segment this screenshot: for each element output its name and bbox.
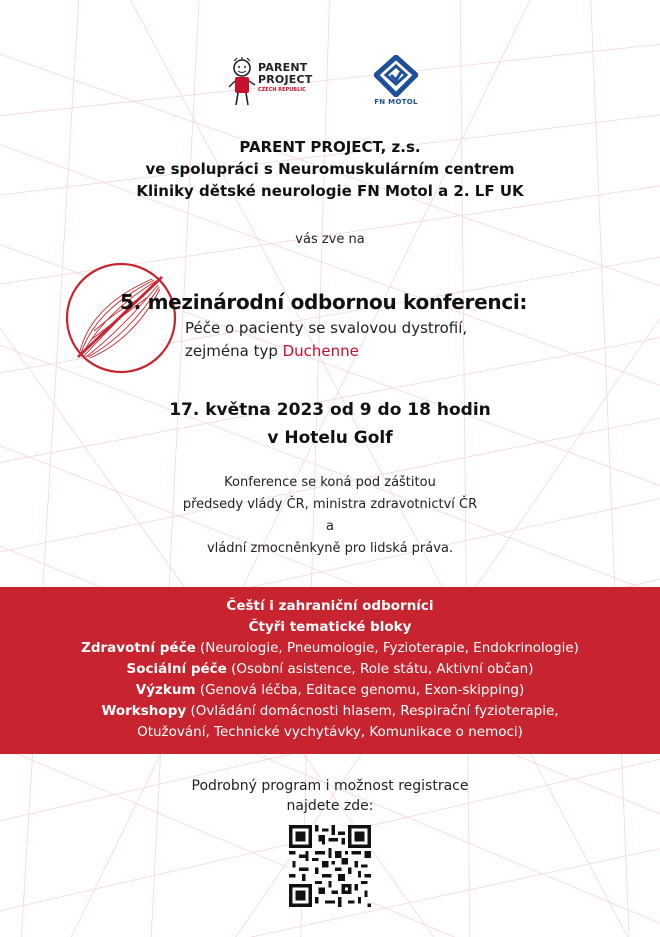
block-name: Sociální péče [126, 661, 227, 677]
organizer-line-3: Kliniky dětské neurologie FN Motol a 2. LF UK [136, 182, 524, 200]
parent-project-wordmark [258, 62, 312, 94]
block-name: Workshopy [101, 703, 187, 719]
program-block-workshops [0, 701, 660, 722]
registration-qr-code[interactable] [289, 825, 371, 907]
block-detail: (Genová léčba, Editace genomu, Exon-skipping) [195, 682, 525, 698]
parent-project-line2: PROJECT [258, 73, 313, 86]
conference-subtitle-line-2 [185, 340, 467, 363]
patronage-block [0, 472, 660, 560]
subtitle-prefix: zejména typ [185, 342, 283, 360]
fn-motol-wordmark: FN MOTOL [374, 98, 418, 106]
conference-subtitle-line-1: Péče o pacienty se svalovou dystrofií, [185, 319, 468, 337]
subtitle-highlight-duchenne: Duchenne [282, 342, 359, 360]
program-block-research [0, 680, 660, 701]
block-detail: (Neurologie, Pneumologie, Fyzioterapie, Endokrinologie) [195, 640, 579, 656]
conference-title: 5. mezinárodní odbornou konferenci: [120, 290, 528, 314]
fn-motol-emblem-icon [374, 55, 418, 97]
registration-text [0, 776, 660, 816]
conference-subtitle [185, 317, 467, 363]
organizer-line-1: PARENT PROJECT, z.s. [239, 138, 421, 156]
patronage-line-4: vládní zmocněnkyně pro lidská práva. [206, 541, 454, 556]
program-block-health [0, 638, 660, 659]
organizer-line-2: ve spolupráci s Neuromuskulárním centrem [145, 160, 515, 178]
patronage-line-1: Konference se koná pod záštitou [224, 475, 436, 490]
program-block-social [0, 659, 660, 680]
registration-line-1: Podrobný program i možnost registrace [191, 778, 469, 794]
event-venue: v Hotelu Golf [267, 428, 393, 448]
muscle-circle-icon [64, 261, 178, 375]
patronage-line-2: předsedy vlády ČR, ministra zdravotnictví ČR [182, 497, 478, 512]
block-detail: (Osobní asistence, Role státu, Aktivní občan) [226, 661, 534, 677]
block-name: Zdravotní péče [81, 640, 196, 656]
fn-motol-logo [366, 55, 426, 110]
organizer-block [0, 136, 660, 202]
program-heading-1: Čeští i zahraniční odborníci [226, 598, 434, 614]
program-workshops-line-2: Otužování, Technické vychytávky, Komunikace o nemoci) [137, 724, 523, 740]
event-date: 17. května 2023 od 9 do 18 hodin [169, 400, 491, 420]
program-band [0, 587, 660, 754]
block-name: Výzkum [135, 682, 196, 698]
program-heading-2: Čtyři tematické bloky [248, 619, 412, 635]
block-detail: (Ovládání domácnosti hlasem, Respirační fyzioterapie, [186, 703, 559, 719]
parent-project-sub: CZECH REPUBLIC [258, 87, 306, 93]
registration-line-2: najdete zde: [286, 798, 374, 814]
event-date-venue [0, 396, 660, 452]
child-figure-icon [228, 57, 256, 107]
patronage-line-3: a [326, 519, 334, 534]
parent-project-logo [228, 55, 328, 110]
parent-project-line1: PARENT [258, 61, 308, 74]
invite-text: vás zve na [295, 232, 365, 247]
